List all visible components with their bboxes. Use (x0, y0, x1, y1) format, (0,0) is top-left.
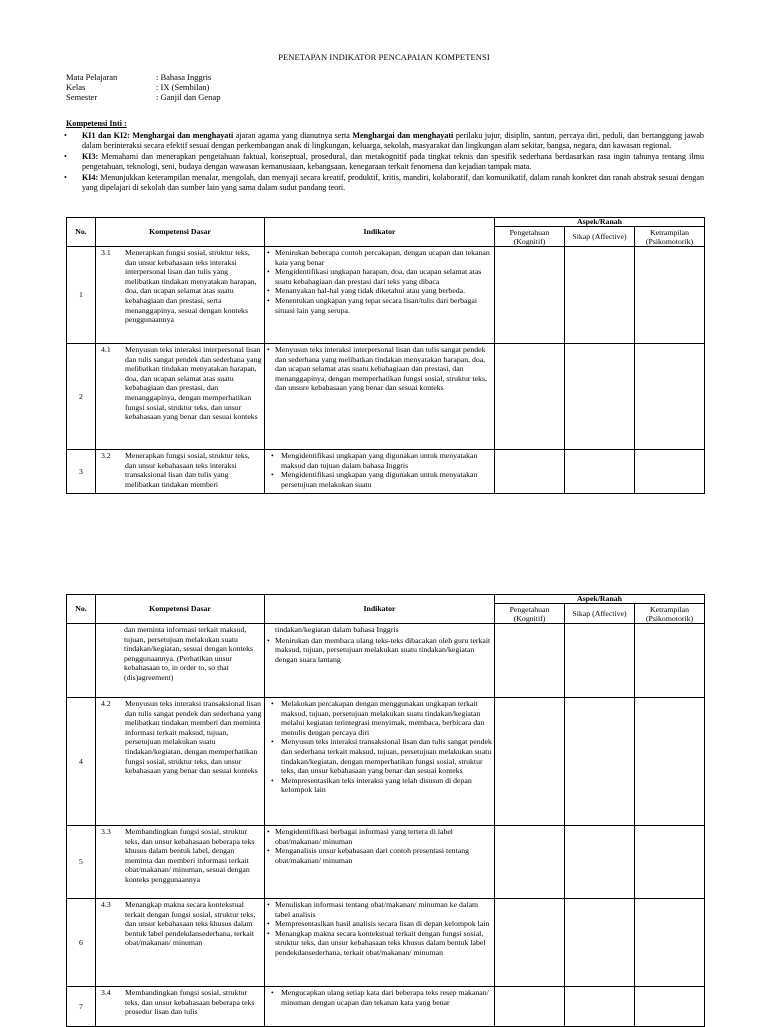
header-psikomotorik: Ketrampilan (Psikomotorik) (635, 604, 705, 624)
indikator-cell (265, 698, 495, 826)
kd-number: 3.2 (101, 451, 111, 460)
indikator-list (265, 450, 494, 489)
indikator-item: • Mempresentasikan teks interaksi yang telah disusun di depan kelompok lain (267, 776, 492, 795)
table-row (67, 698, 705, 826)
indikator-cell (265, 826, 495, 899)
aspek-kognitif-cell[interactable] (495, 450, 565, 494)
kompetensi-dasar (96, 450, 264, 489)
indicator-table-page-2 (66, 594, 705, 1027)
indikator-item: • Menirukan beberapa contoh percakapan, dengan ucapan dan tekanan kata yang benar (267, 248, 492, 267)
document-page-2 (0, 520, 768, 1024)
kompetensi-dasar-cell (96, 899, 265, 987)
header-kognitif: Pengetahuan (Kognitif) (495, 604, 565, 624)
aspek-kognitif-cell[interactable] (495, 624, 565, 698)
aspek-psikomotorik-cell[interactable] (635, 450, 705, 494)
indikator-list (265, 698, 494, 795)
row-number: 1 (67, 247, 96, 344)
kd-text: Menangkap makna secara kontekstual terkait dengan fungsi sosial, struktur teks, dan unsur kebahasaan teks khusus dalam bentuk label pendekdansederhana, terkait obat/makanan/ minuman (125, 900, 256, 948)
indikator-item: • Menganalisis unsur kebahasaan dari contoh presentasi tentang obat/makanan/ minuman (267, 846, 492, 865)
ki-item: • KI1 dan KI2: Menghargai dan menghayati ajaran agama yang dianutnya serta Menghargai dan menghayati perilaku jujur, disiplin, santun, percaya diri, peduli, dan bertanggung jawab dalam berinteraksi secara efektif sesuai dengan perkembangan anak di lingkungan, keluarga, sekolah, masyarakat dan lingkungan alam sekitar, bangsa, negara, dan kawasan regional. (66, 131, 704, 152)
meta-row-subject: Mata Pelajaran : Bahasa Inggris (66, 72, 212, 82)
kd-text: Menyusun teks interaksi interpersonal lisan dan tulis sangat pendek dan sederhana yang melibatkan tindakan menyatakan harapan, doa, dan ucapan selamat atas suatu kebahagiaan dan prestasi, dan menanggapinya, dengan memperhatikan fungsi sosial, struktur teks, dan unsur kebahasaan yang benar dan sesuai konteks (125, 345, 262, 422)
aspek-kognitif-cell[interactable] (495, 987, 565, 1027)
indicator-table-page-1 (66, 217, 705, 494)
indikator-cell (265, 987, 495, 1027)
kompetensi-dasar (96, 899, 264, 948)
kompetensi-dasar (96, 826, 264, 885)
row-number: 4 (67, 698, 96, 826)
indikator-item: • Menanyakan hal-hal yang tidak diketahui atau yang berbeda. (267, 286, 492, 296)
header-psikomotorik: Ketrampilan (Psikomotorik) (635, 227, 705, 247)
indikator-continuation: tindakan/kegiatan dalam bahasa Inggris (275, 625, 399, 634)
kompetensi-inti (66, 119, 704, 194)
header-aspek-ranah: Aspek/Ranah (495, 595, 705, 604)
indikator-list (265, 247, 494, 315)
aspek-kognitif-cell[interactable] (495, 826, 565, 899)
indikator-item: • Mengidentifikasi ungkapan yang digunakan untuk menyatakan maksud dan tujuan dalam bahasa Inggris (267, 451, 492, 470)
indikator-item: • Mengidentifikasi berbagai informasi yang tertera di label obat/makanan/ minuman (267, 827, 492, 846)
meta-row-class: Kelas : IX (Sembilan) (66, 82, 210, 92)
header-aspek-ranah: Aspek/Ranah (495, 218, 705, 227)
aspek-psikomotorik-cell[interactable] (635, 344, 705, 450)
header-afektif: Sikap (Affective) (565, 604, 635, 624)
aspek-psikomotorik-cell[interactable] (635, 247, 705, 344)
header-kompetensi-dasar: Kompetensi Dasar (96, 595, 265, 624)
meta-row-semester: Semester : Ganjil dan Genap (66, 92, 221, 102)
row-number: 2 (67, 344, 96, 450)
indikator-item: • Melakukan percakapan dengan menggunakan ungkapan terkait maksud, tujuan, persetujuan melakukan suatu tindakan/kegiatan melalui kegiatan terintegrasi menyimak, membaca, berbicara dan menulis dengan percaya diri (267, 699, 492, 737)
header-kompetensi-dasar: Kompetensi Dasar (96, 218, 265, 247)
kompetensi-dasar (96, 247, 264, 325)
header-kognitif: Pengetahuan (Kognitif) (495, 227, 565, 247)
kd-text: Menyusun teks interaksi transaksional lisan dan tulis sangat pendek dan sederhana yang melibatkan tindakan memberi dan meminta informasi terkait maksud, tujuan, persetujuan melakukan suatu tindakan/kegiatan, dengan memperhatikan fungsi sosial, struktur teks, dan unsur kebahasaan yang benar dan sesuai konteks (125, 699, 262, 776)
table-row (67, 899, 705, 987)
aspek-afektif-cell[interactable] (565, 826, 635, 899)
aspek-afektif-cell[interactable] (565, 247, 635, 344)
aspek-psikomotorik-cell[interactable] (635, 899, 705, 987)
aspek-psikomotorik-cell[interactable] (635, 698, 705, 826)
indikator-item: • Mengucapkan ulang setiap kata dari beberapa teks resep makanan/ minuman dengan ucapan dan tekanan kata yang benar (267, 988, 492, 1007)
row-number (67, 624, 96, 698)
aspek-afektif-cell[interactable] (565, 987, 635, 1027)
aspek-kognitif-cell[interactable] (495, 899, 565, 987)
kd-number: 4.1 (101, 345, 111, 354)
indikator-list (265, 987, 494, 1007)
row-number: 7 (67, 987, 96, 1027)
kompetensi-dasar (96, 344, 264, 422)
aspek-afektif-cell[interactable] (565, 698, 635, 826)
kd-number: 3.1 (101, 248, 111, 257)
aspek-kognitif-cell[interactable] (495, 247, 565, 344)
document-title: PENETAPAN INDIKATOR PENCAPAIAN KOMPETENSI (278, 52, 490, 62)
kd-number: 4.2 (101, 699, 111, 708)
ki-list (66, 131, 704, 194)
table-row (67, 344, 705, 450)
kompetensi-dasar (96, 987, 264, 1017)
kompetensi-dasar-cell (96, 826, 265, 899)
header-no: No. (67, 218, 96, 247)
ki-item: • KI4: Menunjukkan keterampilan menalar, mengolah, dan menyaji secara kreatif, produktif, kritis, mandiri, kolaboratif, dan komunikatif, dalam ranah konkret dan ranah abstrak sesuai dengan yang dipelajari di sekolah dan sumber lain yang sama dalam sudut pandang teori. (66, 173, 704, 194)
table-row (67, 450, 705, 494)
row-number: 3 (67, 450, 96, 494)
kd-text: Membandingkan fungsi sosial, struktur teks, dan unsur kebahasaan beberapa teks khusus dalam bentuk label, dengan meminta dan memberi informasi terkait obat/makanan/ minuman, sesuai dengan konteks penggunaannya (125, 827, 255, 884)
subject-info (66, 72, 220, 102)
kd-number: 3.4 (101, 988, 111, 997)
header-afektif: Sikap (Affective) (565, 227, 635, 247)
kompetensi-dasar-cell (96, 247, 265, 344)
kd-number: 3.3 (101, 827, 111, 836)
table-row (67, 624, 705, 698)
indikator-item: • Menyusun teks interaksi interpersonal lisan dan tulis sangat pendek dan sederhana yang melibatkan tindakan menyatakan harapan, doa, dan ucapan selamat atas suatu kebahagiaan dan prestasi, dan menanggapinya, dengan memperhatikan fungsi sosial, struktur teks, dan unsure kebahasaan yang benar dan sesuai konteks (267, 345, 492, 393)
kompetensi-dasar (96, 698, 264, 776)
row-number: 6 (67, 899, 96, 987)
indikator-list (265, 344, 494, 393)
header-indikator: Indikator (265, 218, 495, 247)
indikator-item: • Menyusun teks interaksi transaksional lisan dan tulis sangat pendek dan sederhana terkait maksud, tujuan, persetujuan melakukan suatu tindakan/kegiatan, dengan memperhatikan fungsi sosial, struktur teks, dan unsur kebahasaan yang benar dan sesuai konteks (267, 737, 492, 775)
aspek-kognitif-cell[interactable] (495, 344, 565, 450)
kd-text: Menerapkan fungsi sosial, struktur teks, dan unsur kebahasaan teks interaksi transaksional lisan dan tulis yang melibatkan tindakan memberi (125, 451, 250, 489)
indikator-item: • Menirukan dan membaca ulang teks-teks dibacakan oleh guru terkait maksud, tujuan, persetujuan melakukan suatu tindakan/kegiatan dengan suara lantang (267, 636, 492, 665)
kompetensi-dasar-cell (96, 450, 265, 494)
aspek-psikomotorik-cell[interactable] (635, 624, 705, 698)
indikator-item: • Menangkap makna secara kontekstual terkait dengan fungsi sosial, struktur teks, dan unsur kebahasaan teks khusus dalam bentuk label pendekdansederhana, terkait obat/makanan/ minuman (267, 929, 492, 958)
table-row (67, 987, 705, 1027)
kompetensi-dasar-cell (96, 698, 265, 826)
indikator-item: • Mengidentifikasi ungkapan harapan, doa, dan ucapan selamat atas suatu kebahagiaan dan prestasi dari teks yang dibaca (267, 267, 492, 286)
kd-text: Membandingkan fungsi sosial, struktur teks, dan unsur kebahasaan beberapa teks prosedur lisan dan tulis (125, 988, 255, 1017)
indikator-cell (265, 899, 495, 987)
aspek-psikomotorik-cell[interactable] (635, 987, 705, 1027)
aspek-psikomotorik-cell[interactable] (635, 826, 705, 899)
kompetensi-dasar-cell (96, 344, 265, 450)
ki-heading: Kompetensi Inti : (66, 119, 127, 128)
aspek-afektif-cell[interactable] (565, 899, 635, 987)
indikator-cell (265, 344, 495, 450)
kd-text: Menerapkan fungsi sosial, struktur teks, dan unsur kebahasaan teks interaksi interpersonal lisan dan tulis yang melibatkan tindakan menyatakan harapan, doa, dan ucapan selamat atas suatu kebahagiaan dan prestasi, serta menanggapinya, sesuai dengan konteks penggunaannya (125, 248, 257, 325)
kd-text: dan meminta informasi terkait maksud, tujuan, persetujuan melakukan suatu tindakan/kegiatan, sesuai dengan konteks penggunaannya. (Perhatikan unsur kebahasaan to, in order to, so that (dis)agreement) (124, 625, 254, 682)
kd-number: 4.3 (101, 900, 111, 909)
indikator-list (265, 635, 494, 665)
kompetensi-dasar-cell (96, 624, 265, 698)
table-row (67, 826, 705, 899)
kompetensi-dasar (96, 624, 264, 683)
header-indikator: Indikator (265, 595, 495, 624)
indikator-item: • Mengidentifikasi ungkapan yang digunakan untuk menyatakan persetujuan melakukan suatu (267, 470, 492, 489)
indikator-cell (265, 247, 495, 344)
indikator-item: • Menentukan ungkapan yang tepat secara lisan/tulis dari berbagai situasi lain yang serupa. (267, 296, 492, 315)
kompetensi-dasar-cell (96, 987, 265, 1027)
table-row (67, 247, 705, 344)
aspek-afektif-cell[interactable] (565, 624, 635, 698)
indikator-item: • Menuliskan informasi tentang obat/makanan/ minuman ke dalam tabel analisis (267, 900, 492, 919)
indikator-list (265, 826, 494, 865)
aspek-kognitif-cell[interactable] (495, 698, 565, 826)
indikator-list (265, 899, 494, 958)
indikator-cell (265, 624, 495, 698)
aspek-afektif-cell[interactable] (565, 450, 635, 494)
ki-item: • KI3: Memahami dan menerapkan pengetahuan faktual, konseptual, prosedural, dan metakognitif pada tingkat teknis dan spesifik sederhana berdasarkan rasa ingin tahunya tentang ilmu pengetahuan, teknologi, seni, budaya dengan wawasan kemanusiaan, kebangsaan, kenegaraan terkait fenomena dan kejadian tampak mata. (66, 152, 704, 173)
row-number: 5 (67, 826, 96, 899)
indikator-cell (265, 450, 495, 494)
header-no: No. (67, 595, 96, 624)
aspek-afektif-cell[interactable] (565, 344, 635, 450)
indikator-item: • Mempresentasikan hasil analisis secara lisan di depan kelompok lain (267, 919, 492, 929)
